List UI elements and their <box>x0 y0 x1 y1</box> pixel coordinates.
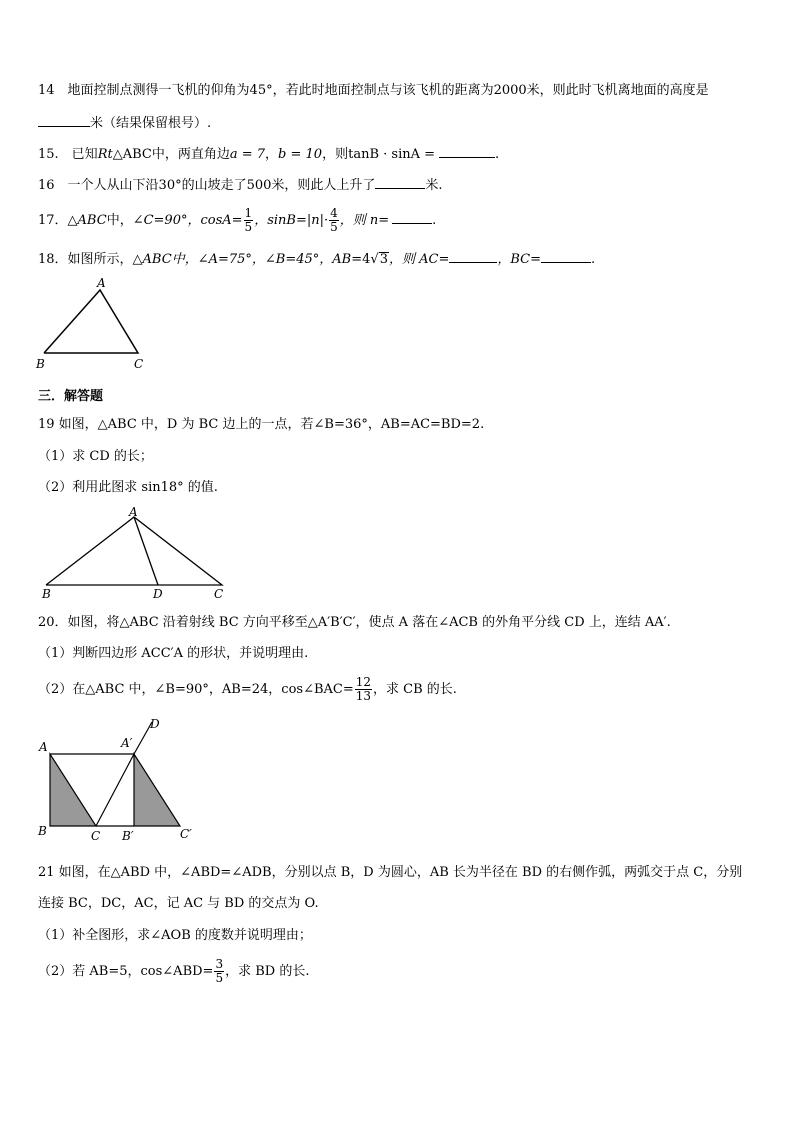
q15-rt: Rt <box>97 147 113 162</box>
q15-b: b = 10 <box>278 147 323 162</box>
label-a1: A′ <box>121 736 133 750</box>
triangle-abc <box>44 290 138 353</box>
q16-text: 16 一个人从山下沿30°的山坡走了500米，则此人上升了 <box>38 178 376 193</box>
section-heading: 三．解答题 <box>38 389 104 404</box>
q21-sub2-suffix: ，求 BD 的长. <box>225 964 310 979</box>
q14-suffix: 米（结果保留根号）. <box>90 116 212 131</box>
label-a: A <box>39 740 48 754</box>
question-21-line2: 连接 BC，DC，AC，记 AC 与 BD 的交点为 O. <box>38 896 319 911</box>
label-c: C <box>214 587 224 601</box>
question-19-sub1: （1）求 CD 的长； <box>38 449 153 464</box>
q17-angle: ∠C=90°，cosA= <box>132 213 243 228</box>
q18-prefix: 18．如图所示， <box>38 252 133 267</box>
label-c: C <box>134 357 144 371</box>
q18-end: . <box>591 252 596 267</box>
triangle-abc <box>46 517 222 585</box>
label-c: C <box>91 829 101 842</box>
label-b1: B′ <box>122 829 134 842</box>
answer-blank[interactable] <box>449 250 497 263</box>
q15-sep: ， <box>265 147 279 162</box>
question-18 <box>38 250 595 269</box>
label-d: D <box>153 587 163 601</box>
q15-a: a = 7 <box>229 147 266 162</box>
question-20: 20．如图，将△ABC 沿着射线 BC 方向平移至△A′B′C′，使点 A 落在∠ACB 的外角平分线 CD 上，连结 AA′. <box>38 615 671 630</box>
q20-sub2-suffix: ，求 CB 的长. <box>373 682 457 697</box>
q17-prefix: 17． <box>38 213 68 228</box>
q16-end: 米. <box>425 178 443 193</box>
question-21-sub1: （1）补全图形，求∠AOB 的度数并说明理由； <box>38 928 312 943</box>
frac-den: 5 <box>330 220 338 234</box>
segment-ca1 <box>96 754 134 826</box>
answer-blank[interactable] <box>38 114 90 127</box>
q18-mid: 中，∠A=75°，∠B=45°，AB= <box>171 252 363 267</box>
q17-end: . <box>432 213 437 228</box>
q21-sub2-prefix: （2）若 AB=5，cos∠ABD= <box>38 964 214 979</box>
fraction-12-13 <box>355 676 372 703</box>
answer-blank[interactable] <box>439 145 495 158</box>
answer-blank[interactable] <box>392 211 432 224</box>
fraction-1-5 <box>244 207 254 234</box>
label-d: D <box>150 717 160 731</box>
label-a: A <box>129 505 138 519</box>
q17-tri: △ABC <box>67 213 107 228</box>
question-14-line2 <box>38 114 211 133</box>
fraction-4-5 <box>329 207 339 234</box>
sqrt-symbol: √ <box>370 252 379 267</box>
q18-coef: 4 <box>362 252 371 267</box>
triangle-a1b1c1 <box>134 754 180 826</box>
question-20-sub2 <box>38 674 457 706</box>
q17-zhong: 中， <box>106 213 133 228</box>
label-b: B <box>42 587 51 601</box>
question-17 <box>38 206 436 236</box>
q17-then: ，则 n= <box>339 213 390 228</box>
label-c1: C′ <box>180 827 192 841</box>
frac-num: 12 <box>355 675 372 689</box>
q15-end: . <box>495 147 500 162</box>
figure-19-triangle <box>36 504 232 602</box>
frac-den: 5 <box>244 220 253 234</box>
figure-18-triangle <box>30 276 150 372</box>
frac-num: 4 <box>330 206 338 220</box>
frac-den: 13 <box>355 689 372 703</box>
q18-bc: ，BC= <box>497 252 541 267</box>
q15-mid: △ABC中，两直角边 <box>112 147 230 162</box>
question-21-line1: 21 如图，在△ABD 中，∠ABD=∠ADB，分别以点 B，D 为圆心，AB 长为半径在 BD 的右侧作弧，两弧交于点 C，分别 <box>38 865 743 880</box>
question-15 <box>38 145 499 164</box>
frac-num: 1 <box>244 206 253 220</box>
question-19: 19 如图，△ABC 中，D 为 BC 边上的一点，若∠B=36°，AB=AC=BD=2. <box>38 417 485 432</box>
question-19-sub2: （2）利用此图求 sin18° 的值. <box>38 480 218 495</box>
q15-prefix: 15. 已知 <box>38 147 98 162</box>
q18-rad: 3 <box>379 252 388 267</box>
q15-expr: tanB · sinA = <box>348 147 436 162</box>
question-16 <box>38 176 443 195</box>
q15-then: ，则 <box>322 147 349 162</box>
label-a: A <box>97 276 106 290</box>
question-21-sub2 <box>38 955 309 989</box>
q20-sub2-prefix: （2）在△ABC 中，∠B=90°，AB=24，cos∠BAC= <box>38 682 354 697</box>
figure-20-translation <box>34 714 204 842</box>
q18-tri: △ABC <box>132 252 172 267</box>
frac-num: 3 <box>215 957 224 971</box>
label-b: B <box>36 357 45 371</box>
answer-blank[interactable] <box>541 250 591 263</box>
q17-sinb: ，sinB=|n|· <box>254 213 329 228</box>
answer-blank[interactable] <box>375 176 425 189</box>
q18-ac: ，则 AC= <box>388 252 450 267</box>
triangle-abc <box>50 754 96 826</box>
label-b: B <box>38 824 47 838</box>
frac-den: 5 <box>215 971 224 985</box>
fraction-3-5 <box>214 958 224 985</box>
question-20-sub1: （1）判断四边形 ACC′A 的形状，并说明理由. <box>38 646 309 661</box>
question-14-line1: 14 地面控制点测得一飞机的仰角为45°，若此时地面控制点与该飞机的距离为2000米，则此时飞机离地面的高度是 <box>38 83 709 98</box>
segment-ad <box>134 517 158 585</box>
